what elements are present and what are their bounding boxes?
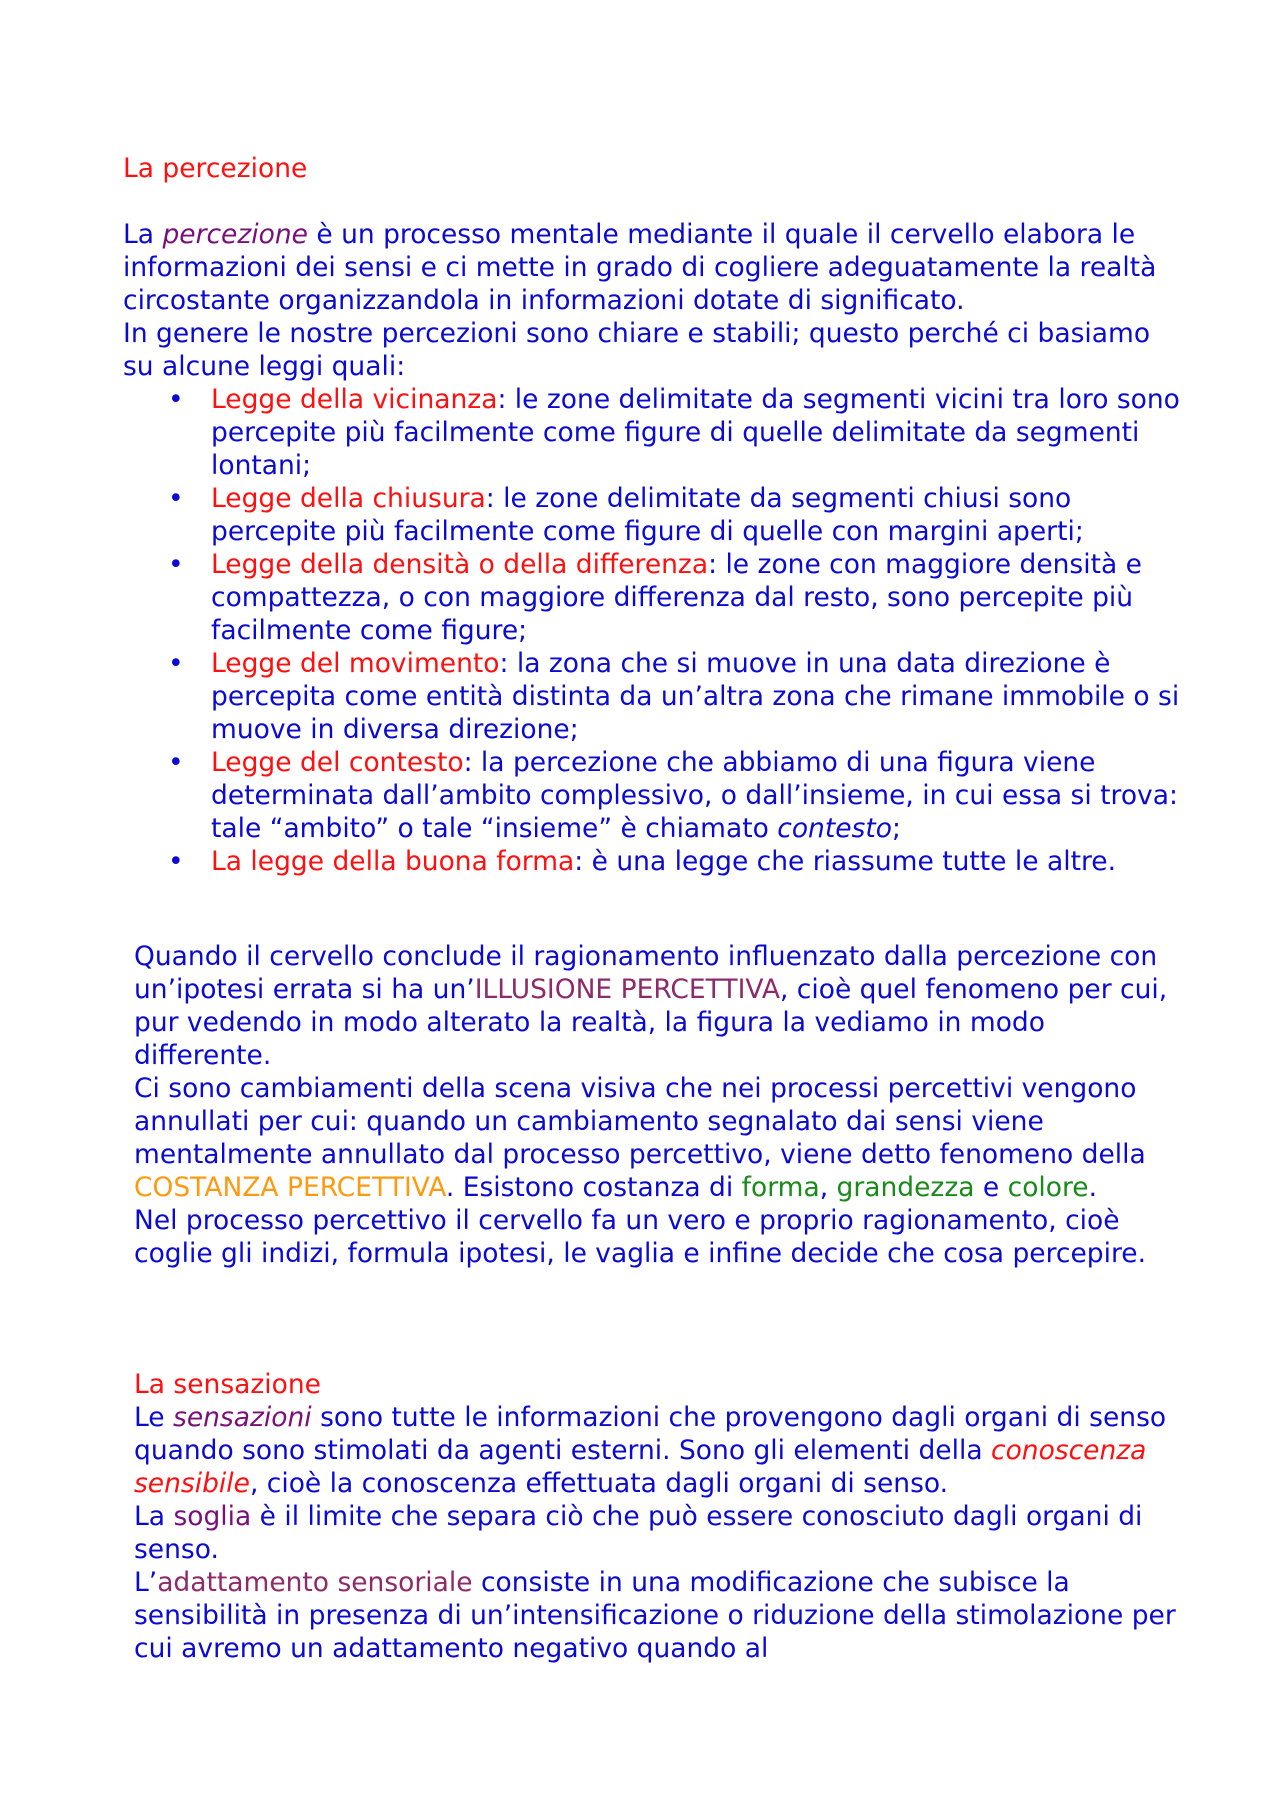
term-soglia: soglia xyxy=(173,1501,252,1532)
intro-text-rest: è un processo mentale mediante il quale il cervello elabora le informazioni dei sensi e ci mette in grado di cogliere adeguatamente la realtà circostante organizzandola in informazioni dotate di significato. xyxy=(123,219,1157,316)
law-text: : le zone delimitate da segmenti vicini tra loro sono percepite più facilmente come figure di quelle delimitate da segmenti lontani; xyxy=(211,384,1180,481)
law-text: : la percezione che abbiamo di una figura viene determinata dall’ambito complessivo, o dall’insieme, in cui essa si trova: tale “ambito” o tale “insieme” è chiamato xyxy=(211,747,1178,844)
laws-list xyxy=(123,383,1183,878)
intro-text: La xyxy=(123,219,163,250)
constancy-text: Ci sono cambiamenti della scena visiva che nei processi percettivi vengono annullati per cui: quando un cambiamento segnalato dai sensi viene mentalmente annullato dal processo percettivo, viene detto fenomeno della xyxy=(134,1073,1146,1170)
term-sensazioni: sensazioni xyxy=(173,1402,312,1433)
term-adattamento-sensoriale: adattamento sensoriale xyxy=(157,1567,473,1598)
threshold-text: La xyxy=(134,1501,174,1532)
law-name: Legge del contesto xyxy=(211,747,464,778)
illusion-section xyxy=(134,940,1184,1270)
list-item xyxy=(123,845,1183,878)
law-text: : le zone delimitate da segmenti chiusi sono percepite più facilmente come figure di quelle con margini aperti; xyxy=(211,483,1084,547)
law-name: Legge della chiusura xyxy=(211,483,486,514)
sensation-text-mid: sono tutte le informazioni che provengono dagli organi di senso quando sono stimolati da agenti esterni. Sono gli elementi della xyxy=(134,1402,1167,1466)
separator: , xyxy=(819,1172,837,1203)
term-grandezza: grandezza xyxy=(836,1172,975,1203)
term-forma: forma xyxy=(741,1172,820,1203)
illusion-paragraph xyxy=(134,940,1184,1072)
term-contesto: contesto xyxy=(777,813,892,844)
law-text-end: ; xyxy=(891,813,901,844)
term-illusione-percettiva: ILLUSIONE PERCETTIVA xyxy=(474,974,780,1005)
adaptation-text-rest: consiste in una modificazione che subisce la sensibilità in presenza di un’intensificazione o riduzione della stimolazione per cui avremo un adattamento negativo quando al xyxy=(134,1567,1176,1664)
constancy-text-rest: . Esistono costanza di xyxy=(445,1172,742,1203)
term-costanza-percettiva: COSTANZA PERCETTIVA xyxy=(134,1172,446,1203)
adaptation-text: L’ xyxy=(134,1567,158,1598)
list-item xyxy=(123,746,1183,845)
illusion-text: Quando il cervello conclude il ragionamento influenzato dalla percezione con un’ipotesi errata si ha un’ xyxy=(134,941,1158,1005)
conjunction: e xyxy=(974,1172,1008,1203)
term-colore: colore xyxy=(1007,1172,1089,1203)
illusion-text-rest: , cioè quel fenomeno per cui, pur vedendo in modo alterato la realtà, la figura la vediamo in modo differente. xyxy=(134,974,1168,1071)
sentence-end: . xyxy=(1088,1172,1098,1203)
term-conoscenza-sensibile: conoscenza sensibile xyxy=(134,1435,1147,1499)
list-item xyxy=(123,383,1183,482)
list-item xyxy=(123,482,1183,548)
reasoning-paragraph: Nel processo percettivo il cervello fa un vero e proprio ragionamento, cioè coglie gli indizi, formula ipotesi, le vaglia e infine decide che cosa percepire. xyxy=(134,1205,1147,1269)
sensation-text-end: , cioè la conoscenza effettuata dagli organi di senso. xyxy=(249,1468,949,1499)
list-item xyxy=(123,548,1183,647)
section-subtitle: La sensazione xyxy=(134,1369,321,1400)
bullet-icon: • xyxy=(168,747,184,778)
law-name: Legge del movimento xyxy=(211,648,500,679)
bullet-icon: • xyxy=(168,384,184,415)
page-title: La percezione xyxy=(123,153,308,184)
intro-paragraph xyxy=(123,218,1183,317)
bullet-icon: • xyxy=(168,483,184,514)
bullet-icon: • xyxy=(168,846,184,877)
bullet-icon: • xyxy=(168,648,184,679)
constancy-paragraph xyxy=(134,1072,1184,1204)
sensation-section xyxy=(134,1368,1184,1665)
law-text: : la zona che si muove in una data direzione è percepita come entità distinta da un’altra zona che rimane immobile o si muove in diversa direzione; xyxy=(211,648,1180,745)
threshold-paragraph xyxy=(134,1500,1184,1566)
bullet-icon: • xyxy=(168,549,184,580)
law-name: La legge della buona forma xyxy=(211,846,575,877)
term-percezione: percezione xyxy=(162,219,308,250)
sensation-paragraph xyxy=(134,1401,1184,1500)
law-text: : è una legge che riassume tutte le altre. xyxy=(574,846,1117,877)
law-text: : le zone con maggiore densità e compattezza, o con maggiore differenza dal resto, sono percepite più facilmente come figure; xyxy=(211,549,1142,646)
adaptation-paragraph xyxy=(134,1566,1184,1665)
law-name: Legge della densità o della differenza xyxy=(211,549,709,580)
threshold-text-rest: è il limite che separa ciò che può essere conosciuto dagli organi di senso. xyxy=(134,1501,1143,1565)
intro-section xyxy=(123,218,1183,878)
law-name: Legge della vicinanza xyxy=(211,384,498,415)
intro-laws-paragraph: In genere le nostre percezioni sono chiare e stabili; questo perché ci basiamo su alcune leggi quali: xyxy=(123,318,1151,382)
list-item xyxy=(123,647,1183,746)
sensation-text: Le xyxy=(134,1402,174,1433)
